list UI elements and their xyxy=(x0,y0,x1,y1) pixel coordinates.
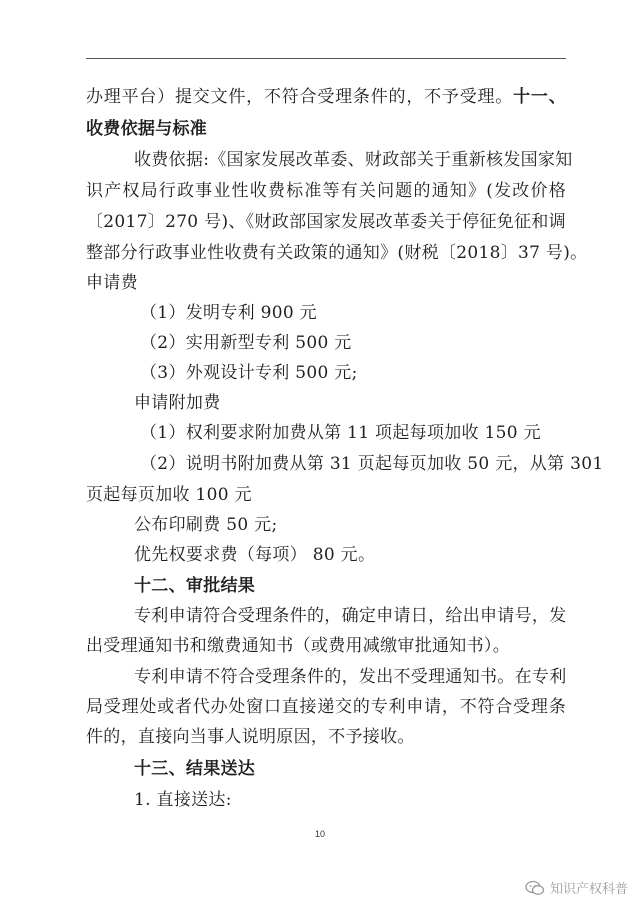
additional-fee-item: （2）说明书附加费从第 31 页起每页加收 50 元，从第 301 xyxy=(140,454,604,474)
watermark xyxy=(525,878,628,897)
print-fee: 公布印刷费 50 元; xyxy=(134,515,278,535)
result-paragraph-line: 出受理通知书和缴费通知书（或费用减缴审批通知书）。 xyxy=(86,636,510,656)
wechat-icon xyxy=(525,880,545,896)
result-paragraph-line: 专利申请不符合受理条件的，发出不受理通知书。在专利 xyxy=(134,667,567,687)
section-11-number: 十一、 xyxy=(513,87,567,107)
fee-item: （3）外观设计专利 500 元; xyxy=(140,363,358,383)
result-paragraph-line: 件的，直接向当事人说明原因，不予接收。 xyxy=(86,727,415,747)
result-paragraph-line: 专利申请符合受理条件的，确定申请日，给出申请号，发 xyxy=(134,606,567,626)
delivery-item: 1. 直接送达: xyxy=(134,790,232,810)
page-number: 10 xyxy=(314,829,325,839)
additional-fee-item: （1）权利要求附加费从第 11 项起每项加收 150 元 xyxy=(140,423,541,443)
fee-item: （1）发明专利 900 元 xyxy=(140,303,317,323)
priority-fee: 优先权要求费（每项） 80 元。 xyxy=(134,545,376,565)
additional-fee-title: 申请附加费 xyxy=(134,393,221,413)
section-12-heading: 十二、审批结果 xyxy=(134,576,256,596)
fee-basis-line: 整部分行政事业性收费有关政策的通知》(财税〔2018〕37 号)。 xyxy=(86,243,588,263)
additional-fee-item-continued: 页起每页加收 100 元 xyxy=(86,485,252,505)
watermark-text: 知识产权科普 xyxy=(549,882,628,897)
application-fee-title: 申请费 xyxy=(86,273,138,293)
section-11-heading: 收费依据与标准 xyxy=(86,119,208,139)
section-13-heading: 十三、结果送达 xyxy=(134,759,256,779)
text-line xyxy=(86,86,566,108)
fee-basis-line: 〔2017〕270 号)、《财政部国家发展改革委关于停征免征和调 xyxy=(86,212,566,232)
fee-basis-line: 识产权局行政事业性收费标准等有关问题的通知》(发改价格 xyxy=(86,181,566,201)
text-continuation: 办理平台）提交文件，不符合受理条件的，不予受理。 xyxy=(86,87,514,107)
fee-item: （2）实用新型专利 500 元 xyxy=(140,333,352,353)
header-rule xyxy=(86,58,566,59)
result-paragraph-line: 局受理处或者代办处窗口直接递交的专利申请，不符合受理条 xyxy=(86,697,566,717)
fee-basis-line: 收费依据:《国家发展改革委、财政部关于重新核发国家知 xyxy=(134,150,573,170)
